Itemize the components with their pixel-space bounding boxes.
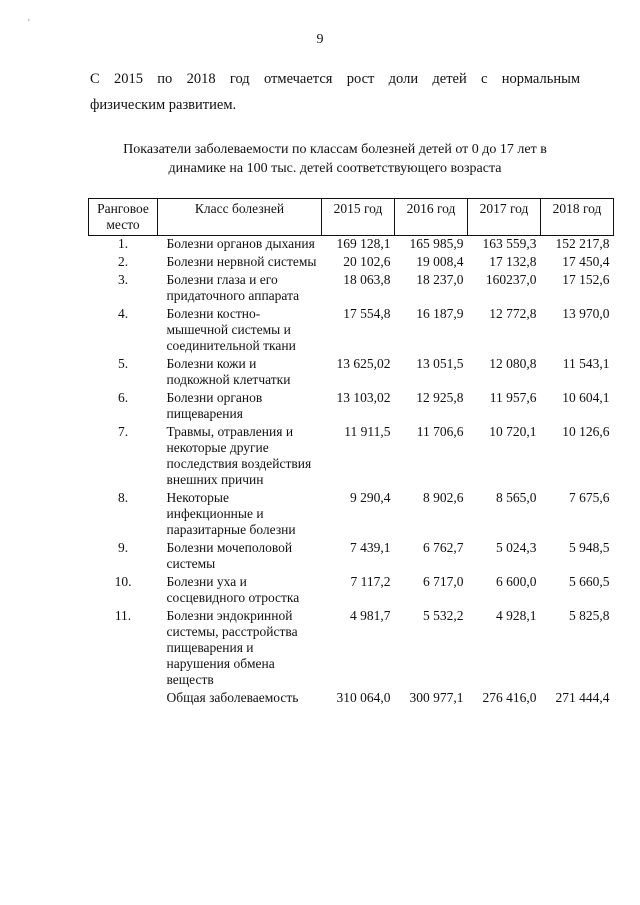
cell-class: Болезни мочеполовой системы [166, 540, 293, 571]
table-body [89, 236, 614, 709]
header-2018: 2018 год [541, 199, 614, 236]
cell-2018: 10 126,6 [562, 424, 610, 439]
cell-2017: 160237,0 [485, 272, 537, 287]
caption-line-1: Показатели заболеваемости по классам болезней детей от 0 до 17 лет в [123, 142, 547, 157]
cell-2017: 163 559,3 [482, 236, 537, 251]
table-row [89, 356, 614, 390]
cell-2018: 13 970,0 [562, 306, 610, 321]
cell-2018: 7 675,6 [569, 490, 610, 505]
scan-speck: ' [28, 18, 30, 29]
cell-2015: 310 064,0 [336, 690, 391, 705]
table-row [89, 574, 614, 608]
cell-2015: 7 117,2 [350, 574, 391, 589]
table-row [89, 490, 614, 540]
header-2016: 2016 год [395, 199, 468, 236]
cell-rank: 3. [117, 272, 129, 287]
cell-2018: 271 444,4 [555, 690, 610, 705]
cell-2017: 5 024,3 [496, 540, 537, 555]
cell-2017: 6 600,0 [496, 574, 537, 589]
cell-2018: 10 604,1 [562, 390, 610, 405]
cell-2017: 12 080,8 [489, 356, 537, 371]
cell-class: Болезни кожи и подкожной клетчатки [166, 356, 291, 387]
cell-2016: 6 762,7 [423, 540, 464, 555]
cell-2018: 17 450,4 [562, 254, 610, 269]
cell-rank: 10. [114, 574, 132, 589]
table-row [89, 272, 614, 306]
cell-rank: 6. [117, 390, 129, 405]
header-class: Класс болезней [158, 199, 322, 236]
cell-2015: 20 102,6 [343, 254, 391, 269]
cell-2015: 4 981,7 [350, 608, 391, 623]
table-row [89, 690, 614, 708]
cell-2018: 5 948,5 [569, 540, 610, 555]
caption-line-2: динамике на 100 тыс. детей соответствующего возраста [168, 161, 502, 176]
page-number: 9 [316, 32, 324, 47]
cell-rank: 4. [117, 306, 129, 321]
cell-2016: 165 985,9 [409, 236, 464, 251]
paragraph-line-1: С 2015 по 2018 год отмечается рост доли детей с нормальным [90, 71, 580, 87]
paragraph-line-2: физическим развитием. [90, 97, 237, 113]
cell-2018: 17 152,6 [562, 272, 610, 287]
cell-2016: 13 051,5 [416, 356, 464, 371]
cell-2016: 300 977,1 [409, 690, 464, 705]
cell-rank [89, 690, 158, 708]
cell-2015: 11 911,5 [344, 424, 391, 439]
cell-class: Болезни органов пищеварения [166, 390, 263, 421]
cell-2016: 6 717,0 [423, 574, 464, 589]
cell-class: Болезни эндокринной системы, расстройства пищеварения и нарушения обмена веществ [166, 608, 298, 687]
cell-class: Болезни глаза и его придаточного аппарата [166, 272, 300, 303]
table-row [89, 254, 614, 272]
morbidity-table [88, 198, 614, 708]
table-caption [60, 140, 610, 178]
cell-class: Болезни нервной системы [166, 254, 317, 269]
cell-2015: 17 554,8 [343, 306, 391, 321]
cell-class: Травмы, отравления и некоторые другие последствия воздействия внешних причин [166, 424, 312, 487]
table-row [89, 390, 614, 424]
table-row [89, 306, 614, 356]
cell-2017: 17 132,8 [489, 254, 537, 269]
cell-2016: 11 706,6 [416, 424, 464, 439]
cell-2016: 19 008,4 [416, 254, 464, 269]
cell-2016: 8 902,6 [423, 490, 464, 505]
cell-2017: 276 416,0 [482, 690, 537, 705]
cell-2017: 10 720,1 [489, 424, 537, 439]
table-row [89, 608, 614, 690]
table-row [89, 236, 614, 255]
cell-rank: 2. [117, 254, 129, 269]
header-2017: 2017 год [468, 199, 541, 236]
cell-2015: 13 103,02 [336, 390, 391, 405]
header-rank: Ранговое место [89, 199, 158, 236]
cell-2016: 16 187,9 [416, 306, 464, 321]
cell-2015: 18 063,8 [343, 272, 391, 287]
cell-class: Болезни органов дыхания [166, 236, 315, 251]
cell-2016: 5 532,2 [423, 608, 464, 623]
cell-rank: 11. [114, 608, 132, 623]
cell-2015: 9 290,4 [350, 490, 391, 505]
cell-2017: 11 957,6 [489, 390, 537, 405]
cell-rank: 8. [117, 490, 129, 505]
cell-2015: 169 128,1 [336, 236, 391, 251]
cell-class: Общая заболеваемость [166, 690, 299, 705]
cell-class: Болезни костно-мышечной системы и соединительной ткани [166, 306, 296, 353]
cell-2015: 13 625,02 [336, 356, 391, 371]
cell-2015: 7 439,1 [350, 540, 391, 555]
table-header-row [89, 199, 614, 236]
cell-class: Болезни уха и сосцевидного отростка [166, 574, 300, 605]
cell-rank: 1. [117, 236, 129, 251]
cell-2018: 11 543,1 [562, 356, 610, 371]
cell-2016: 18 237,0 [416, 272, 464, 287]
table-row [89, 540, 614, 574]
table-row [89, 424, 614, 490]
cell-2017: 4 928,1 [496, 608, 537, 623]
cell-2018: 5 660,5 [569, 574, 610, 589]
cell-2016: 12 925,8 [416, 390, 464, 405]
cell-rank: 5. [117, 356, 129, 371]
cell-rank: 9. [117, 540, 129, 555]
cell-2018: 152 217,8 [555, 236, 610, 251]
cell-class: Некоторые инфекционные и паразитарные болезни [166, 490, 296, 537]
header-2015: 2015 год [322, 199, 395, 236]
cell-rank: 7. [117, 424, 129, 439]
cell-2018: 5 825,8 [569, 608, 610, 623]
cell-2017: 8 565,0 [496, 490, 537, 505]
cell-2017: 12 772,8 [489, 306, 537, 321]
